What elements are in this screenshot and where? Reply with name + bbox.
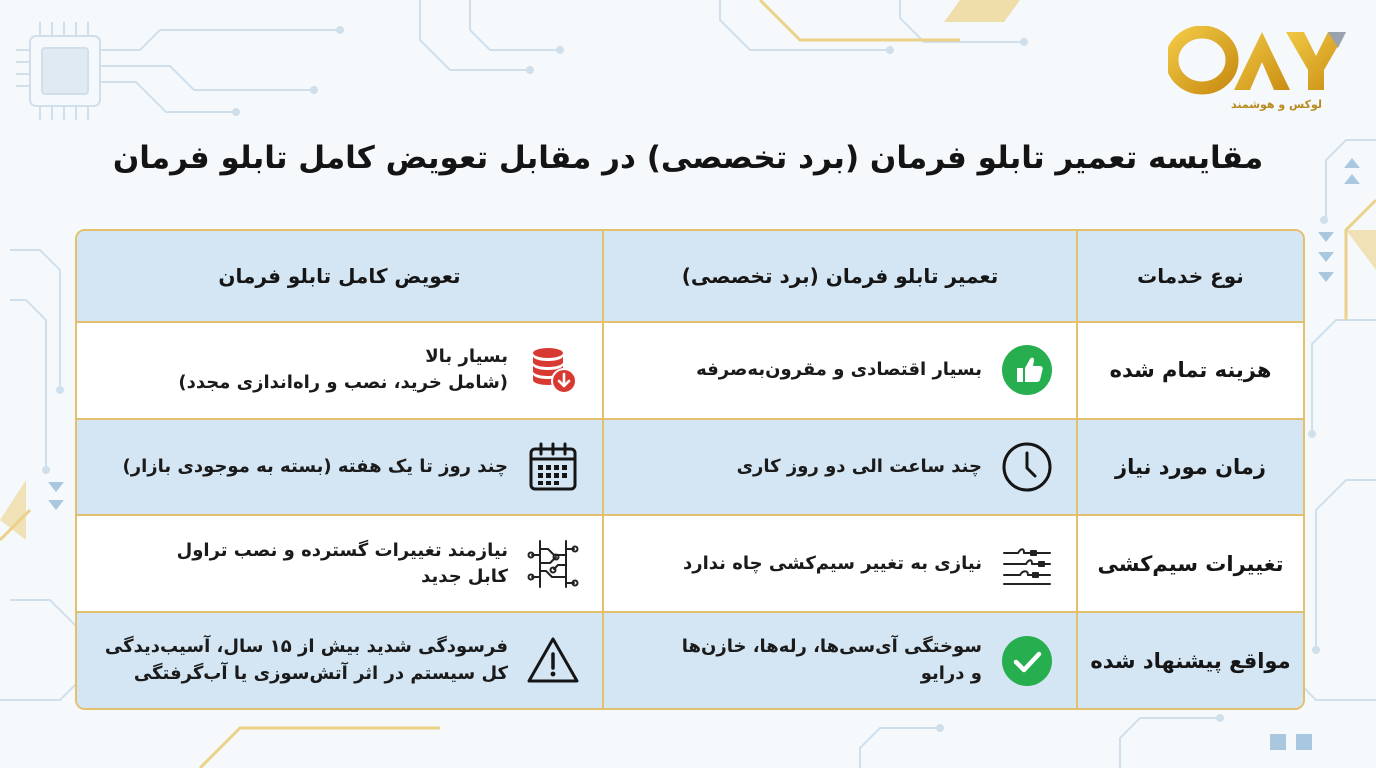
money-stack-down-icon bbox=[526, 343, 580, 397]
warning-triangle-icon bbox=[526, 634, 580, 688]
table-row bbox=[77, 515, 1303, 612]
brand-tagline: لوکس و هوشمند bbox=[1230, 98, 1322, 111]
header-replace: تعویض کامل تابلو فرمان bbox=[77, 231, 603, 322]
replace-wiring-text bbox=[177, 538, 508, 590]
brand-logo bbox=[1168, 26, 1348, 116]
repair-recommended-text bbox=[682, 634, 982, 686]
replace-time-line: چند روز تا یک هفته (بسته به موجودی بازار) bbox=[122, 455, 508, 477]
table-row bbox=[77, 322, 1303, 419]
replace-wiring-cell bbox=[77, 515, 603, 612]
repair-time-cell bbox=[603, 419, 1077, 516]
table-header-row bbox=[77, 231, 1303, 322]
replace-recommended-line-1: فرسودگی شدید بیش از ۱۵ سال، آسیب‌دیدگی bbox=[104, 636, 508, 658]
repair-wiring-cell bbox=[603, 515, 1077, 612]
cables-icon bbox=[1000, 537, 1054, 591]
replace-recommended-line-2: کل سیستم در اثر آتش‌سوزی یا آب‌گرفتگی bbox=[133, 662, 508, 684]
replace-wiring-line-1: نیازمند تغییرات گسترده و نصب تراول bbox=[176, 539, 508, 561]
page-title: مقایسه تعمیر تابلو فرمان (برد تخصصی) در مقابل تعویض کامل تابلو فرمان bbox=[112, 140, 1264, 176]
replace-recommended-text bbox=[105, 634, 508, 686]
repair-time-line: چند ساعت الی دو روز کاری bbox=[736, 455, 982, 477]
row-type-recommended: مواقع پیشنهاد شده bbox=[1077, 612, 1303, 708]
row-type-wiring: تغییرات سیم‌کشی bbox=[1077, 515, 1303, 612]
repair-cost-line: بسیار اقتصادی و مقرون‌به‌صرفه bbox=[696, 359, 982, 381]
comparison-table bbox=[75, 229, 1305, 710]
repair-cost-cell bbox=[603, 322, 1077, 419]
replace-wiring-line-2: کابل جدید bbox=[421, 565, 508, 587]
table-row bbox=[77, 419, 1303, 516]
table-row bbox=[77, 612, 1303, 708]
check-circle-icon bbox=[1000, 634, 1054, 688]
repair-wiring-text bbox=[683, 551, 982, 577]
header-repair: تعمیر تابلو فرمان (برد تخصصی) bbox=[603, 231, 1077, 322]
repair-time-text bbox=[737, 454, 982, 480]
row-type-cost: هزینه تمام شده bbox=[1077, 322, 1303, 419]
replace-time-text bbox=[123, 454, 508, 480]
oay-logo-icon bbox=[1168, 26, 1348, 96]
thumbs-up-icon bbox=[1000, 343, 1054, 397]
repair-recommended-line-2: و درایو bbox=[920, 662, 982, 684]
repair-recommended-cell bbox=[603, 612, 1077, 708]
replace-recommended-cell bbox=[77, 612, 603, 708]
repair-cost-text bbox=[696, 357, 982, 383]
repair-recommended-line-1: سوختگی آی‌سی‌ها، رله‌ها، خازن‌ها bbox=[681, 636, 982, 658]
calendar-icon bbox=[526, 440, 580, 494]
replace-time-cell bbox=[77, 419, 603, 516]
replace-cost-line-1: بسیار بالا bbox=[425, 346, 508, 368]
clock-icon bbox=[1000, 440, 1054, 494]
replace-cost-cell bbox=[77, 322, 603, 419]
repair-wiring-line: نیازی به تغییر سیم‌کشی چاه ندارد bbox=[683, 552, 982, 574]
replace-cost-line-2: (شامل خرید، نصب و راه‌اندازی مجدد) bbox=[178, 372, 508, 394]
header-service-type: نوع خدمات bbox=[1077, 231, 1303, 322]
circuit-wiring-icon bbox=[526, 537, 580, 591]
replace-cost-text bbox=[178, 344, 508, 396]
row-type-time: زمان مورد نیاز bbox=[1077, 419, 1303, 516]
